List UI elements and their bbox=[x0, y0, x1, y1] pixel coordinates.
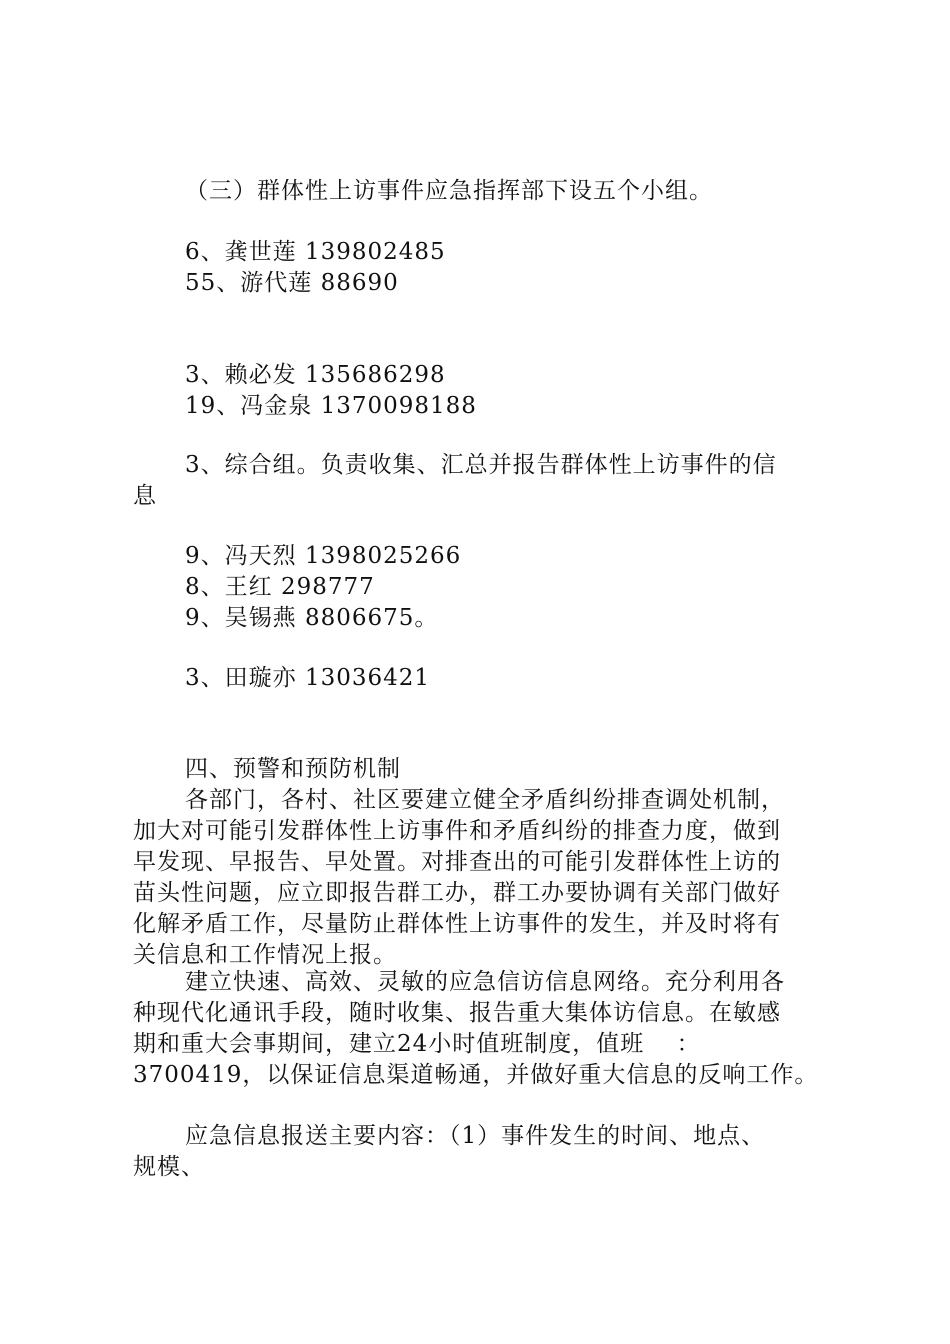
contact-line: 3、赖必发 135686298 bbox=[185, 362, 446, 388]
paragraph-1-line: 化解矛盾工作，尽量防止群体性上访事件的发生，并及时将有 bbox=[133, 911, 781, 937]
contact-line: 3、田璇亦 13036421 bbox=[185, 665, 431, 691]
paragraph-3-line: 规模、 bbox=[133, 1154, 205, 1180]
contact-line: 55、游代莲 88690 bbox=[185, 270, 399, 296]
general-group-line-1: 3、综合组。负责收集、汇总并报告群体性上访事件的信 bbox=[185, 452, 777, 478]
paragraph-2-line: 种现代化通讯手段，随时收集、报告重大集体访信息。在敏感 bbox=[133, 1000, 781, 1026]
paragraph-2-line: 3700419，以保证信息渠道畅通，并做好重大信息的反响工作。 bbox=[133, 1062, 819, 1088]
paragraph-1-line: 加大对可能引发群体性上访事件和矛盾纠纷的排查力度，做到 bbox=[133, 818, 781, 844]
contact-line: 9、吴锡燕 8806675。 bbox=[185, 605, 439, 631]
contact-line: 6、龚世莲 139802485 bbox=[185, 239, 446, 265]
paragraph-1-line: 苗头性问题，应立即报告群工办，群工办要协调有关部门做好 bbox=[133, 880, 781, 906]
paragraph-1-line: 关信息和工作情况上报。 bbox=[133, 942, 397, 968]
paragraph-1-line: 各部门，各村、社区要建立健全矛盾纠纷排查调处机制， bbox=[185, 787, 785, 813]
paragraph-2-line: 期和重大会事期间，建立24小时值班制度，值班 ： bbox=[133, 1031, 701, 1057]
section-heading-3: （三）群体性上访事件应急指挥部下设五个小组。 bbox=[185, 178, 713, 204]
paragraph-3-line: 应急信息报送主要内容：（1）事件发生的时间、地点、 bbox=[185, 1123, 766, 1149]
paragraph-2-line: 建立快速、高效、灵敏的应急信访信息网络。充分利用各 bbox=[185, 969, 785, 995]
section-heading-4: 四、预警和预防机制 bbox=[185, 756, 401, 782]
paragraph-1-line: 早发现、早报告、早处置。对排查出的可能引发群体性上访的 bbox=[133, 849, 781, 875]
general-group-line-2: 息 bbox=[133, 483, 157, 509]
contact-line: 19、冯金泉 1370098188 bbox=[185, 393, 477, 419]
contact-line: 9、冯天烈 1398025266 bbox=[185, 543, 462, 569]
contact-line: 8、王红 298777 bbox=[185, 574, 375, 600]
